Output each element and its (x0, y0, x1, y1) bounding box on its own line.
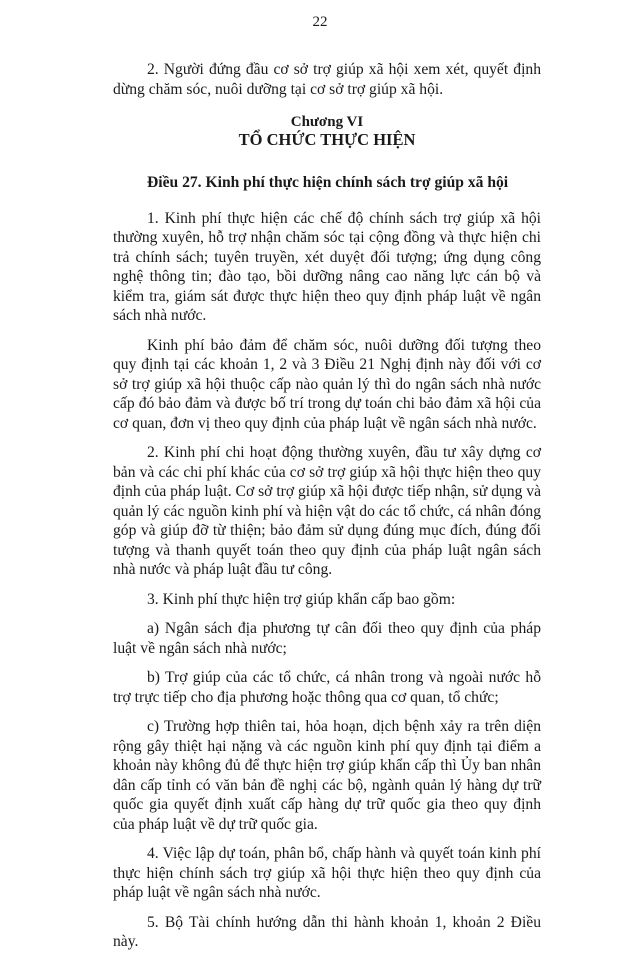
paragraph-dismissal-decision: 2. Người đứng đầu cơ sở trợ giúp xã hội xem xét, quyết định dừng chăm sóc, nuôi dưỡng tại cơ sở trợ giúp xã hội. (113, 61, 541, 98)
article-paragraph-5: a) Ngân sách địa phương tự cân đối theo quy định của pháp luật về ngân sách nhà nước; (113, 620, 541, 657)
page-number: 22 (312, 14, 328, 30)
article-paragraph-7: c) Trường hợp thiên tai, hỏa hoạn, dịch bệnh xảy ra trên diện rộng gây thiệt hại nặng và các nguồn kinh phí quy định tại điểm a khoản này không đủ để thực hiện trợ giúp khẩn cấp thì Ủy ban nhân dân cấp tỉnh có văn bản đề nghị các bộ, ngành quản lý hàng dự trữ quốc gia quyết định xuất cấp hàng dự trữ quốc gia theo quy định của pháp luật về dự trữ quốc gia. (113, 718, 541, 833)
article-paragraph-9: 5. Bộ Tài chính hướng dẫn thi hành khoản 1, khoản 2 Điều này. (113, 913, 541, 950)
document-body (113, 60, 541, 962)
article-paragraph-6: b) Trợ giúp của các tổ chức, cá nhân trong và ngoài nước hỗ trợ trực tiếp cho địa phương hoặc thông qua cơ quan, tổ chức; (113, 669, 541, 706)
chapter-heading (113, 113, 541, 149)
article-title: Điều 27. Kinh phí thực hiện chính sách trợ giúp xã hội (147, 174, 509, 191)
article-paragraph-8: 4. Việc lập dự toán, phân bổ, chấp hành và quyết toán kinh phí thực hiện chính sách trợ giúp xã hội thực hiện theo quy định của pháp luật về ngân sách nhà nước. (113, 845, 541, 901)
chapter-number: Chương VI (290, 114, 364, 130)
article-paragraph-3: 2. Kinh phí chi hoạt động thường xuyên, đầu tư xây dựng cơ bản và các chi phí khác của cơ sở trợ giúp xã hội thực hiện theo quy định của pháp luật. Cơ sở trợ giúp xã hội được tiếp nhận, sử dụng và quản lý các nguồn kinh phí và hiện vật do các tổ chức, cá nhân đóng góp và giúp đỡ từ thiện; bảo đảm sử dụng đúng mục đích, đúng đối tượng và thanh quyết toán theo quy định của pháp luật ngân sách nhà nước và pháp luật đầu tư công. (113, 444, 541, 578)
article-paragraph-2: Kinh phí bảo đảm để chăm sóc, nuôi dưỡng đối tượng theo quy định tại các khoản 1, 2 và 3 Điều 21 Nghị định này đối với cơ sở trợ giúp xã hội thuộc cấp nào quản lý thì do ngân sách nhà nước cấp đó bảo đảm và được bố trí trong dự toán chi bảo đảm xã hội của cơ quan, đơn vị theo quy định của pháp luật về ngân sách nhà nước. (113, 336, 541, 432)
article-paragraph-4: 3. Kinh phí thực hiện trợ giúp khẩn cấp bao gồm: (147, 590, 456, 608)
article-paragraph-1: 1. Kinh phí thực hiện các chế độ chính sách trợ giúp xã hội thường xuyên, hỗ trợ nhận chăm sóc tại cộng đồng và thực hiện chi trả chính sách; tuyên truyền, xét duyệt đối tượng; ứng dụng công nghệ thông tin; đào tạo, bồi dưỡng nâng cao năng lực cán bộ và kiểm tra, giám sát được thực hiện theo quy định pháp luật về ngân sách nhà nước. (113, 209, 541, 324)
chapter-title: TỔ CHỨC THỰC HIỆN (238, 130, 416, 149)
